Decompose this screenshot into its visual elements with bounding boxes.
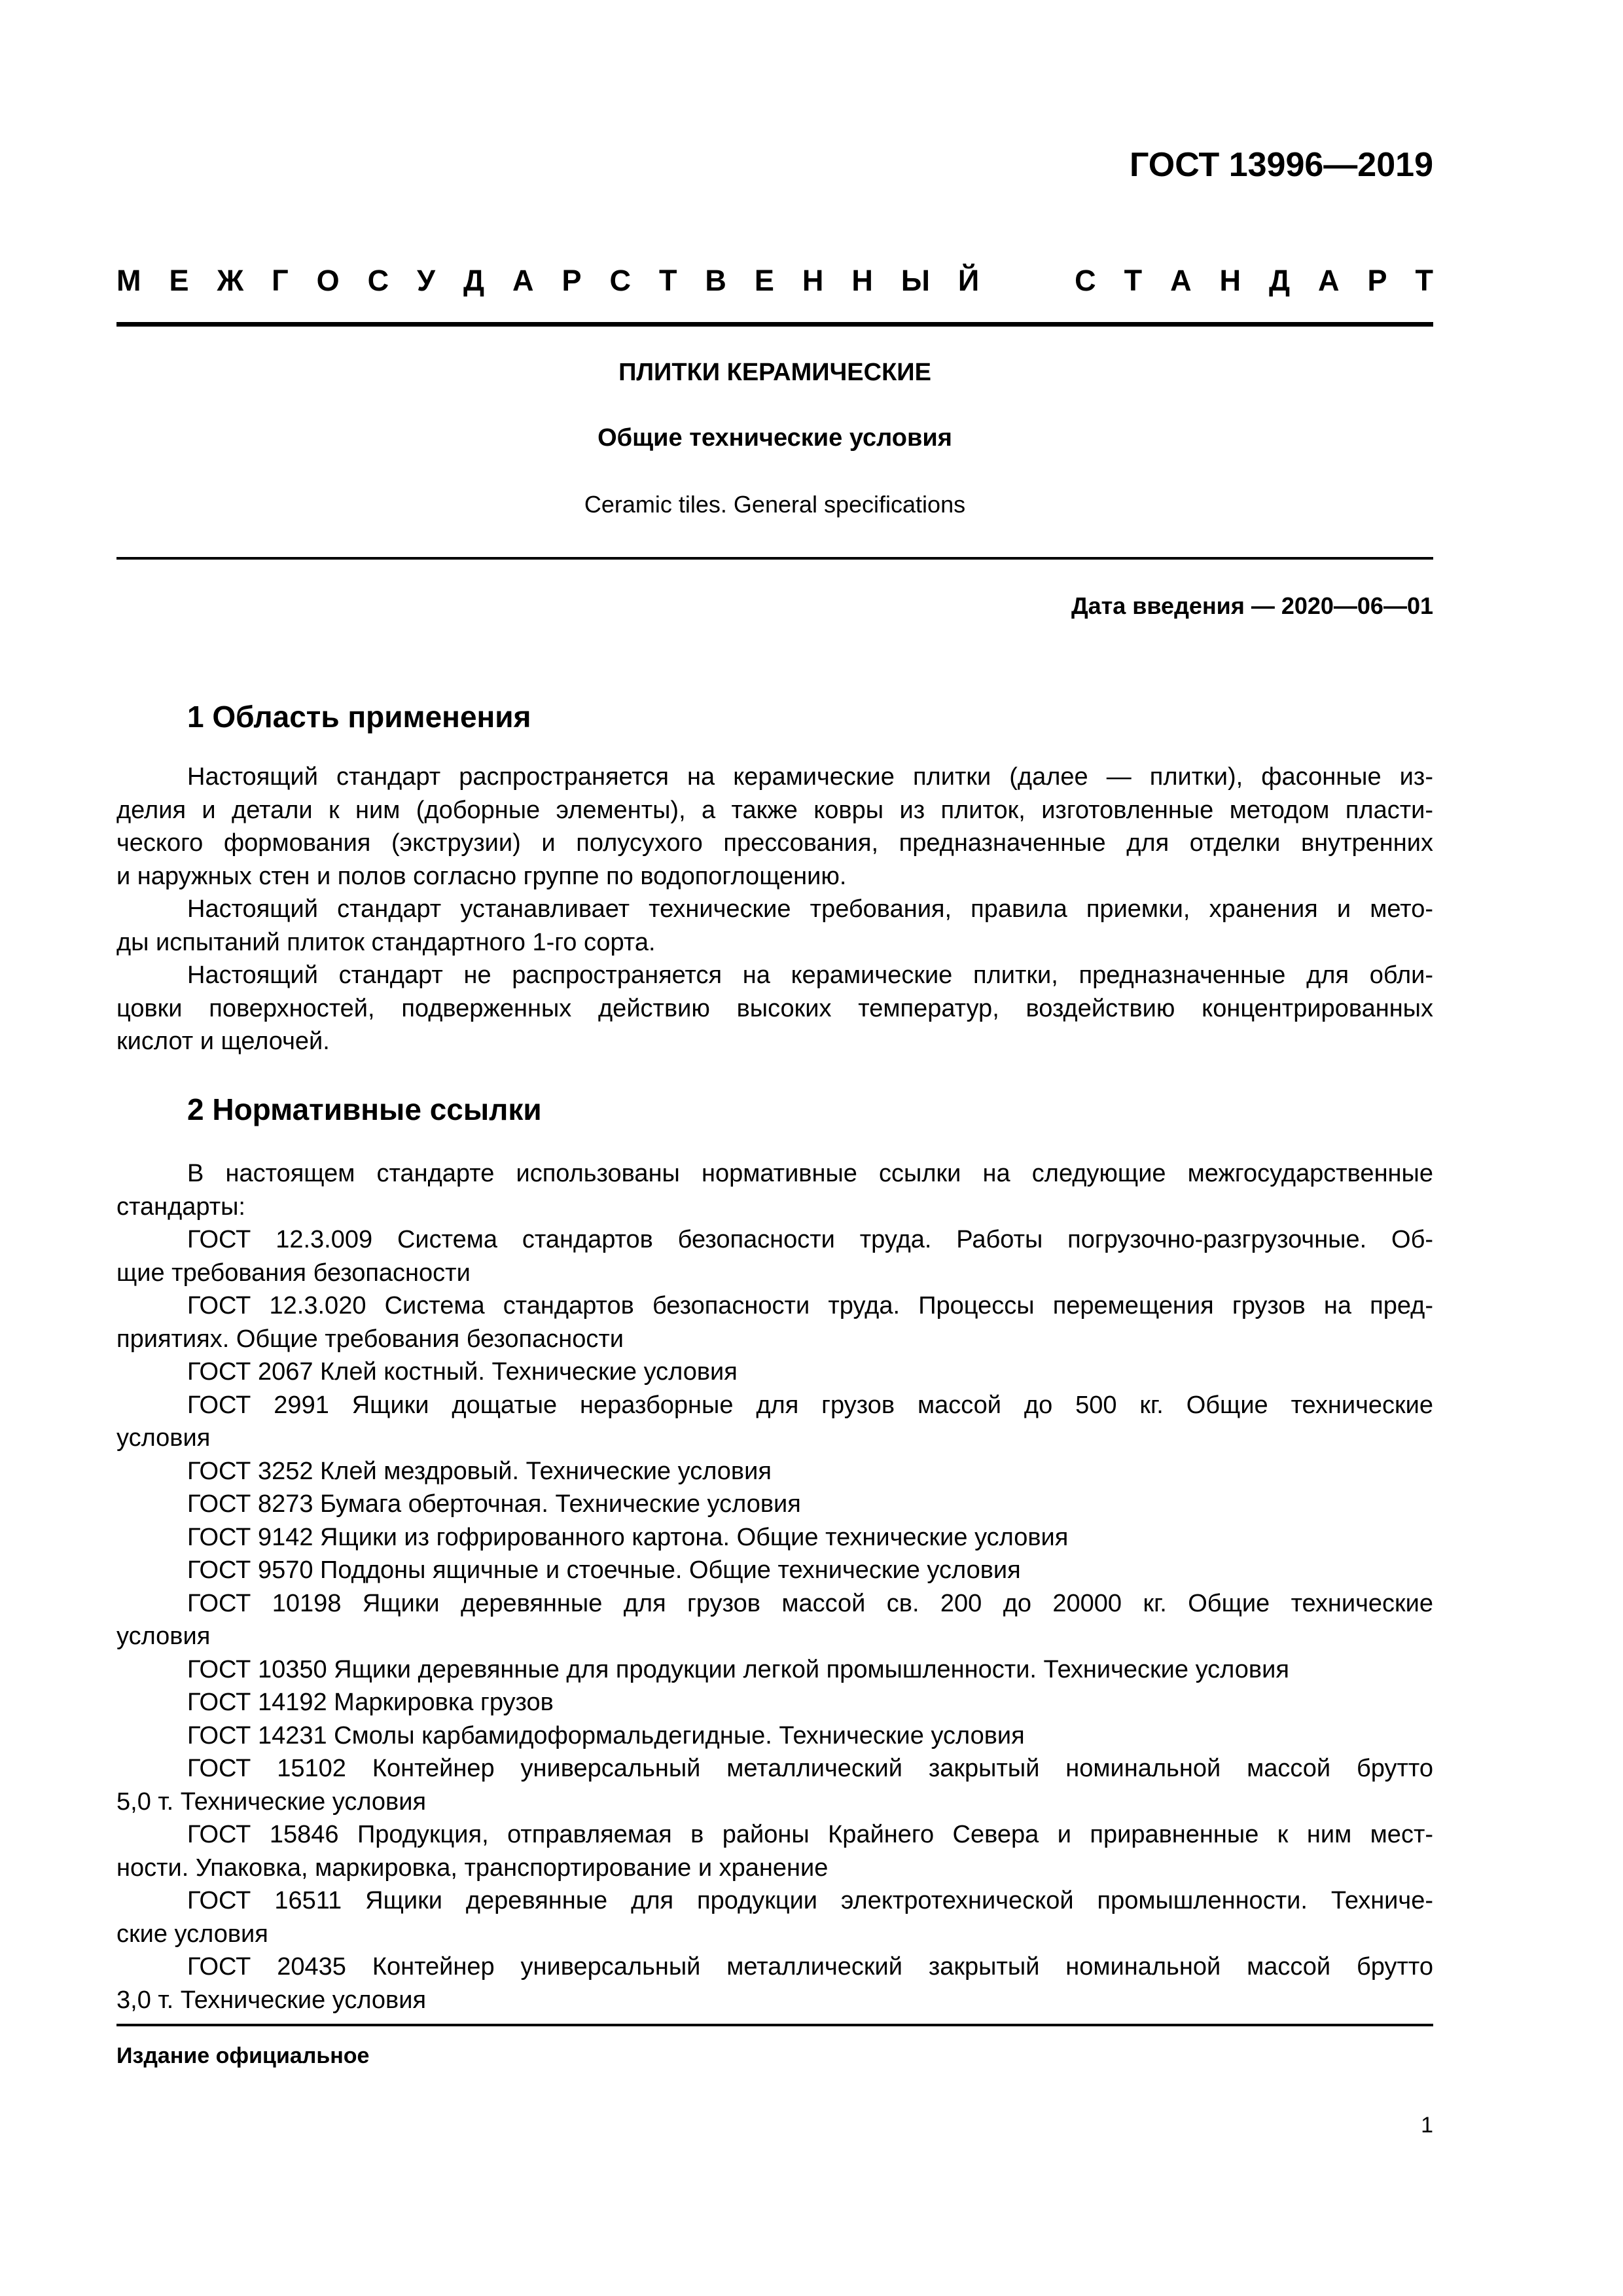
text-line: щие требования безопасности	[116, 1259, 471, 1287]
footer-divider	[116, 2024, 1433, 2026]
text-line: цовки поверхностей, подверженных действию высоких температур, воздействию концентрированных	[116, 994, 1433, 1022]
standard-type-letter: Ы	[901, 264, 930, 297]
standard-type-letter: Н	[851, 264, 873, 297]
standard-type-letter: Т	[658, 264, 677, 297]
standard-type-letter: Р	[1367, 264, 1387, 297]
section-2-body	[116, 1157, 1433, 2017]
standard-type-letter: О	[316, 264, 340, 297]
text-line: условия	[116, 1424, 211, 1452]
text-line: ГОСТ 20435 Контейнер универсальный металлический закрытый номинальной массой брутто	[187, 1953, 1433, 1981]
standard-type-letter: Д	[1269, 264, 1291, 297]
document-title-english: Ceramic tiles. General specifications	[584, 491, 966, 518]
text-line: приятиях. Общие требования безопасности	[116, 1325, 624, 1353]
title-divider	[116, 557, 1433, 560]
text-line: ГОСТ 14231 Смолы карбамидоформальдегидные. Технические условия	[187, 1721, 1025, 1749]
standard-type-letter: У	[417, 264, 436, 297]
text-line: ГОСТ 9570 Поддоны ящичные и стоечные. Общие технические условия	[187, 1556, 1021, 1584]
standard-type-letter: Ж	[217, 264, 244, 297]
section-1-heading: 1 Область применения	[187, 700, 531, 734]
text-line: ГОСТ 15102 Контейнер универсальный металлический закрытый номинальной массой брутто	[187, 1755, 1433, 1782]
section-1-body	[116, 761, 1433, 1058]
text-line: ские условия	[116, 1920, 268, 1948]
standard-type-letter: А	[1318, 264, 1340, 297]
standard-type-letter: Т	[1415, 264, 1433, 297]
text-line: ГОСТ 2067 Клей костный. Технические условия	[187, 1358, 738, 1386]
standard-type-letter: В	[705, 264, 726, 297]
text-line: Настоящий стандарт устанавливает технические требования, правила приемки, хранения и мето-	[187, 895, 1433, 923]
standard-type-letter: Н	[1219, 264, 1241, 297]
standard-type-letter: Н	[802, 264, 824, 297]
document-subtitle: Общие технические условия	[597, 424, 952, 452]
standard-type-letter: Й	[957, 264, 980, 297]
introduction-date: Дата введения — 2020—06—01	[1071, 592, 1433, 619]
text-line: 5,0 т. Технические условия	[116, 1787, 427, 1816]
text-line: Настоящий стандарт не распространяется на керамические плитки, предназначенные для обли-	[187, 961, 1433, 989]
standard-type-letter: С	[609, 264, 631, 297]
text-line: кислот и щелочей.	[116, 1028, 330, 1055]
standard-type-letter: С	[1075, 264, 1096, 297]
text-line: ГОСТ 3252 Клей мездровый. Технические условия	[187, 1457, 772, 1485]
standard-type-letter: Е	[754, 264, 774, 297]
edition-note: Издание официальное	[116, 2043, 370, 2068]
text-line: Настоящий стандарт распространяется на керамические плитки (далее — плитки), фасонные из-	[187, 763, 1433, 791]
document-number: ГОСТ 13996—2019	[1130, 146, 1433, 184]
text-line: стандарты:	[116, 1193, 245, 1221]
standard-type-letter: А	[1170, 264, 1192, 297]
text-line: ГОСТ 12.3.020 Система стандартов безопасности труда. Процессы перемещения грузов на пред-	[187, 1292, 1433, 1319]
standard-type-letter: Г	[272, 264, 289, 297]
text-line: ГОСТ 10350 Ящики деревянные для продукции легкой промышленности. Технические условия	[187, 1655, 1289, 1683]
text-line: условия	[116, 1623, 211, 1650]
text-line: ГОСТ 16511 Ящики деревянные для продукции электротехнической промышленности. Техниче-	[187, 1887, 1433, 1914]
text-line: ГОСТ 8273 Бумага оберточная. Технические условия	[187, 1490, 801, 1518]
section-2-heading: 2 Нормативные ссылки	[187, 1092, 542, 1126]
text-line: ГОСТ 2991 Ящики дощатые неразборные для грузов массой до 500 кг. Общие технические	[187, 1391, 1433, 1419]
standard-type-letter: Р	[562, 264, 582, 297]
text-line: ности. Упаковка, маркировка, транспортирование и хранение	[116, 1854, 829, 1882]
standard-type-letter: А	[512, 264, 534, 297]
text-line: ды испытаний плиток стандартного 1-го сорта.	[116, 928, 656, 956]
standard-type-letter: Т	[1124, 264, 1143, 297]
standard-type-heading	[116, 260, 1433, 301]
text-line: ГОСТ 14192 Маркировка грузов	[187, 1689, 554, 1716]
text-line: и наружных стен и полов согласно группе по водопоглощению.	[116, 862, 847, 890]
text-line: делия и детали к ним (доборные элементы), а также ковры из плиток, изготовленные методом пласти-	[116, 796, 1433, 824]
text-line: 3,0 т. Технические условия	[116, 1986, 427, 2014]
standard-type-letter: С	[367, 264, 389, 297]
standard-type-letter: Д	[463, 264, 485, 297]
text-line: ческого формования (экструзии) и полусухого прессования, предназначенные для отделки внутренних	[116, 829, 1433, 857]
text-line: ГОСТ 12.3.009 Система стандартов безопасности труда. Работы погрузочно-разгрузочные. Об-	[187, 1226, 1433, 1253]
page-number: 1	[1421, 2113, 1433, 2138]
standard-type-letter: М	[116, 264, 141, 297]
header-divider	[116, 322, 1433, 327]
text-line: ГОСТ 15846 Продукция, отправляемая в районы Крайнего Севера и приравненные к ним мест-	[187, 1821, 1433, 1848]
text-line: В настоящем стандарте использованы нормативные ссылки на следующие межгосударственные	[187, 1160, 1433, 1187]
document-title: ПЛИТКИ КЕРАМИЧЕСКИЕ	[618, 359, 931, 386]
standard-type-letter: Е	[169, 264, 189, 297]
text-line: ГОСТ 9142 Ящики из гофрированного картона. Общие технические условия	[187, 1523, 1069, 1551]
text-line: ГОСТ 10198 Ящики деревянные для грузов массой св. 200 до 20000 кг. Общие технические	[187, 1589, 1433, 1617]
